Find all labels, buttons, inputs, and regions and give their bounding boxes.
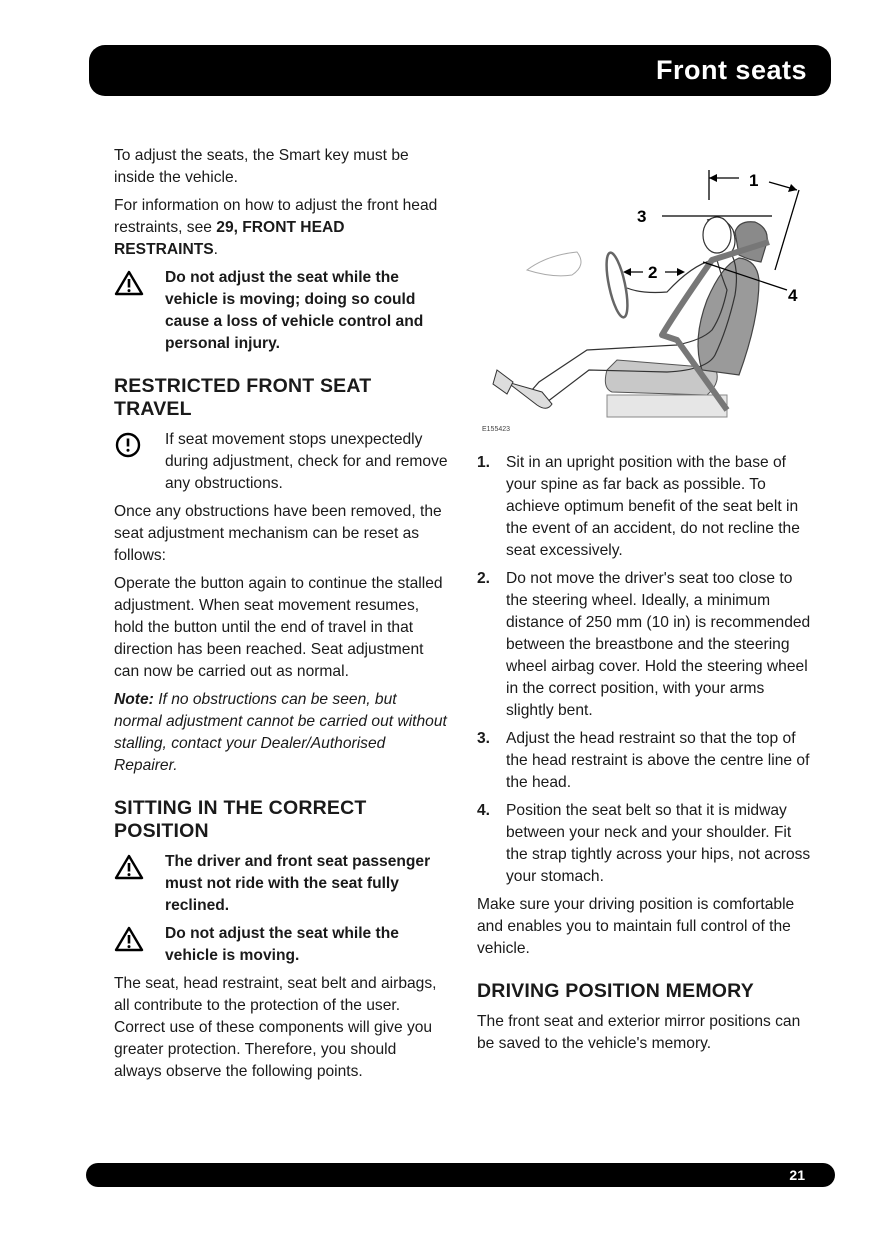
left-column xyxy=(114,145,448,1089)
note-label: Note: xyxy=(114,691,154,708)
cross-reference-link[interactable]: 29, FRONT HEAD RESTRAINTS xyxy=(114,219,345,258)
arrowhead-2b xyxy=(677,268,685,276)
warning-text: Do not adjust the seat while the vehicle is moving. xyxy=(165,925,399,964)
note xyxy=(114,689,448,777)
step-text: Sit in an upright position with the base of your spine as far back as possible. To achieve optimum benefit of the seat belt in the event of an accident, do not recline the seat excessively. xyxy=(506,454,800,559)
reference-suffix: . xyxy=(213,241,218,258)
caution-callout xyxy=(114,429,448,495)
warning-callout xyxy=(114,267,448,355)
header-bar xyxy=(89,45,831,96)
occupant-foot xyxy=(507,382,552,408)
page-title: Front seats xyxy=(655,55,807,85)
occupant-head xyxy=(703,217,731,253)
footer-bar xyxy=(86,1163,835,1187)
warning-text: Do not adjust the seat while the vehicle is moving; doing so could cause a loss of vehicle control and personal injury. xyxy=(165,269,424,352)
seat-back xyxy=(698,258,759,375)
step-number: 3. xyxy=(477,730,491,747)
driver-seat-illustration xyxy=(477,160,817,435)
head-restraint-reference xyxy=(114,195,448,261)
seating-position-diagram xyxy=(477,160,817,435)
reference-prefix: For information on how to adjust the front head restraints, see xyxy=(114,197,438,236)
page-number: 21 xyxy=(789,1167,805,1183)
step-text: Do not move the driver's seat too close to the steering wheel. Ideally, a minimum distance of 250 mm (10 in) is recommended between the breastbone and the steering wheel airbag cover. Hold the steering wheel in the correct position, with your arms slightly bent. xyxy=(506,570,811,719)
step-number: 2. xyxy=(477,570,491,587)
callout-label-1: 1 xyxy=(749,171,759,190)
list-item xyxy=(477,568,811,722)
step-text: Position the seat belt so that it is midway between your neck and your shoulder. Fit the strap tightly across your hips, not across your stomach. xyxy=(506,802,811,885)
step-number: 1. xyxy=(477,454,491,471)
warning-callout xyxy=(114,851,448,917)
list-item xyxy=(477,728,811,794)
occupant-foot-2 xyxy=(493,370,513,394)
step-text: Adjust the head restraint so that the top of the head restraint is above the centre line of the head. xyxy=(506,730,810,791)
dashboard-outline xyxy=(527,252,581,276)
right-column xyxy=(477,452,811,1061)
step-number: 4. xyxy=(477,802,491,819)
arrowhead-1a xyxy=(709,174,717,182)
paragraph: The front seat and exterior mirror positions can be saved to the vehicle's memory. xyxy=(477,1013,801,1052)
section-heading-restricted: RESTRICTED FRONT SEAT TRAVEL xyxy=(114,375,372,420)
warning-text: The driver and front seat passenger must not ride with the seat fully reclined. xyxy=(165,853,431,914)
list-item xyxy=(477,800,811,888)
caution-text: If seat movement stops unexpectedly during adjustment, check for and remove any obstructions. xyxy=(165,431,448,492)
reference-line xyxy=(775,190,799,270)
warning-triangle-icon xyxy=(114,926,144,952)
figure-id: E155423 xyxy=(482,426,511,433)
callout-label-3: 3 xyxy=(637,207,647,226)
warning-triangle-icon xyxy=(114,854,144,880)
warning-callout xyxy=(114,923,448,967)
steps-list xyxy=(477,452,811,888)
paragraph: Once any obstructions have been removed, the seat adjustment mechanism can be reset as follows: xyxy=(114,503,442,564)
paragraph: Operate the button again to continue the stalled adjustment. When seat movement resumes, hold the button until the end of travel in that direction has been reached. Seat adjustment can now be carried out as normal. xyxy=(114,575,443,680)
callout-label-2: 2 xyxy=(648,263,658,282)
note-text: If no obstructions can be seen, but normal adjustment cannot be carried out without stalling, contact your Dealer/Authorised Repairer. xyxy=(114,691,447,774)
section-heading-memory: DRIVING POSITION MEMORY xyxy=(477,980,754,1002)
warning-triangle-icon xyxy=(114,270,144,296)
caution-circle-icon xyxy=(114,432,144,458)
seat-base xyxy=(607,395,727,417)
list-item xyxy=(477,452,811,562)
callout-label-4: 4 xyxy=(788,286,798,305)
intro-paragraph: To adjust the seats, the Smart key must be inside the vehicle. xyxy=(114,147,409,186)
section-heading-sitting: SITTING IN THE CORRECT POSITION xyxy=(114,797,367,842)
arrowhead-2a xyxy=(623,268,631,276)
steering-wheel xyxy=(602,251,631,319)
paragraph: The seat, head restraint, seat belt and airbags, all contribute to the protection of the user. Correct use of these components will give you greater protection. Therefore, you should always observe the following points. xyxy=(114,975,437,1080)
summary-paragraph: Make sure your driving position is comfortable and enables you to maintain full control of the vehicle. xyxy=(477,896,795,957)
